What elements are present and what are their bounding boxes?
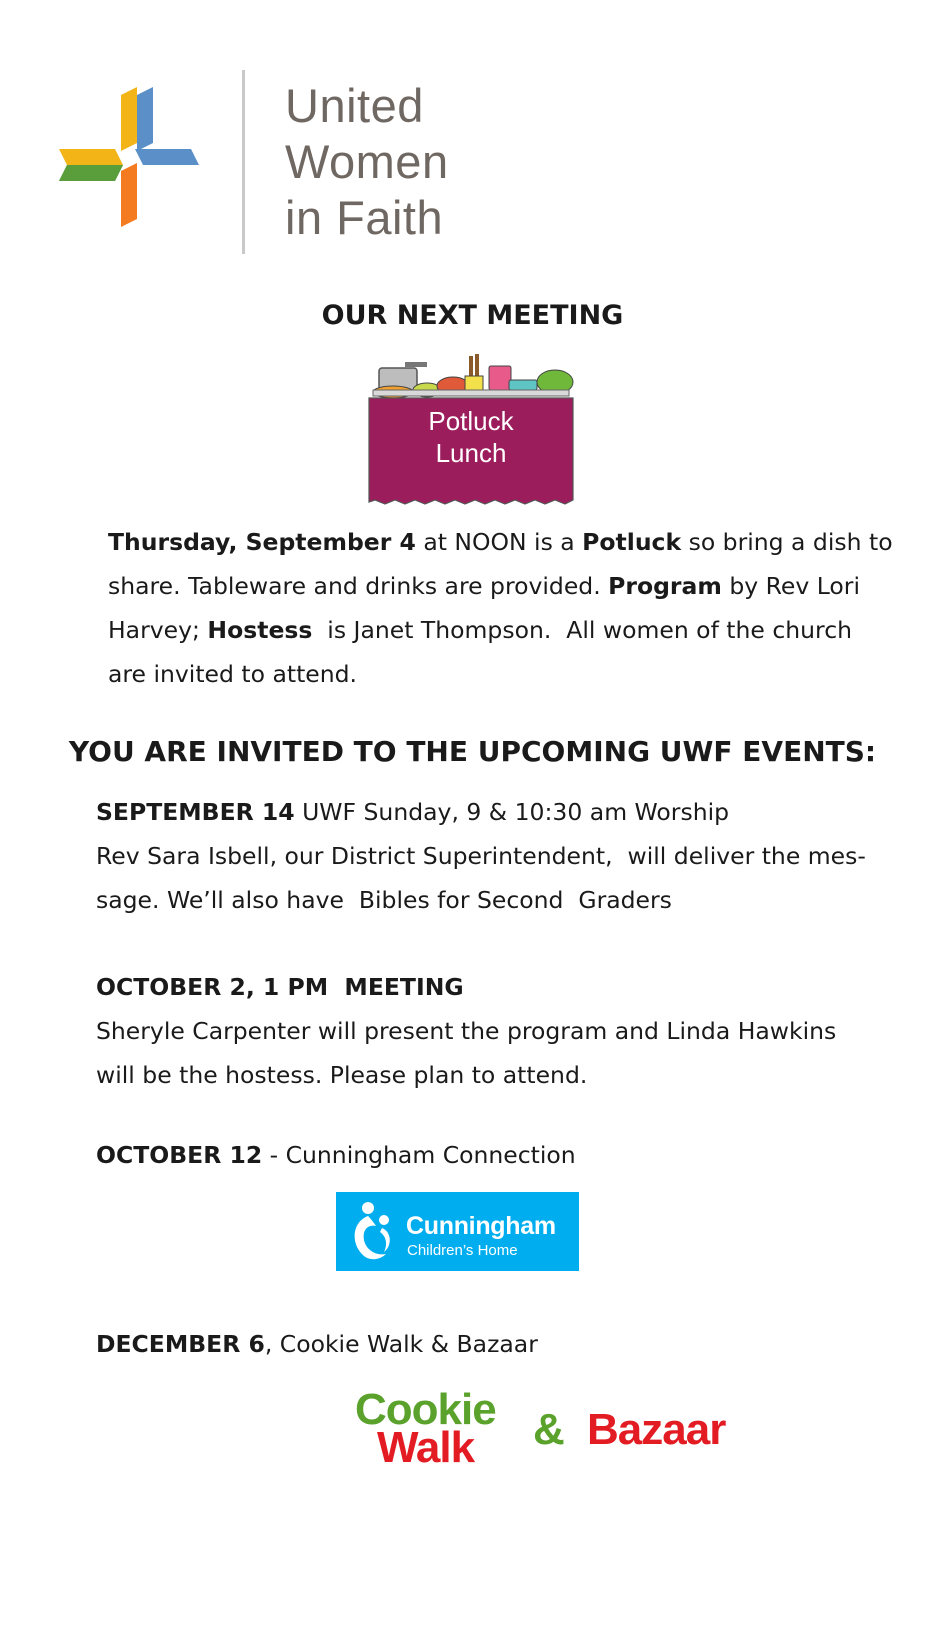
text-line <box>96 965 886 1009</box>
text-line <box>108 608 868 652</box>
uwf-logo-mark-icon <box>58 86 200 228</box>
text-run: UWF Sunday, 9 & 10:30 am Worship <box>294 798 730 826</box>
text-run: , Cookie Walk & Bazaar <box>264 1330 538 1358</box>
potluck-lunch-image <box>365 350 577 510</box>
text-line <box>96 1133 886 1177</box>
bold-run: OCTOBER 2, 1 PM MEETING <box>96 973 464 1001</box>
bold-run: Thursday, September 4 <box>108 528 416 556</box>
text-line <box>96 1009 886 1053</box>
text-line <box>96 1322 886 1366</box>
next-meeting-details <box>108 520 893 696</box>
text-line <box>108 652 868 696</box>
text-line <box>96 878 886 922</box>
bold-run: DECEMBER 6 <box>96 1330 265 1358</box>
bold-run: OCTOBER 12 <box>96 1141 263 1169</box>
logo-line: United <box>285 79 424 132</box>
cookie-word: Cookie <box>355 1385 496 1434</box>
ampersand: & <box>533 1405 565 1454</box>
next-meeting-heading: OUR NEXT MEETING <box>321 300 624 331</box>
text-line <box>96 834 886 878</box>
potluck-caption-line2: Lunch <box>435 438 507 468</box>
text-run: are invited to attend. <box>108 660 358 688</box>
uwf-logo-text <box>285 78 449 246</box>
logo-divider <box>242 70 245 254</box>
text-line <box>108 564 868 608</box>
walk-word: Walk <box>377 1423 475 1472</box>
text-run: by Rev Lori <box>721 572 860 600</box>
bazaar-word: Bazaar <box>587 1405 726 1454</box>
text-run: Rev Sara Isbell, our District Superintendent, will deliver the mes- <box>96 842 866 870</box>
text-run: - Cunningham Connection <box>262 1141 576 1169</box>
text-line <box>108 520 893 564</box>
cunningham-subtitle: Children’s Home <box>407 1242 518 1259</box>
text-run: sage. We’ll also have Bibles for Second Graders <box>96 886 672 914</box>
text-run: share. Tableware and drinks are provided. <box>108 572 609 600</box>
text-run: Harvey; <box>108 616 208 644</box>
text-run: so bring a dish to <box>681 528 893 556</box>
text-run: will be the hostess. Please plan to attend. <box>96 1061 588 1089</box>
event-december-6 <box>96 1322 886 1366</box>
logo-line: in Faith <box>285 191 444 244</box>
text-line <box>96 790 886 834</box>
text-run: Sheryle Carpenter will present the program and Linda Hawkins <box>96 1017 837 1045</box>
text-run: is Janet Thompson. All women of the church <box>312 616 853 644</box>
cunningham-childrens-home-logo <box>336 1192 579 1271</box>
logo-line: Women <box>285 135 449 188</box>
bold-run: Potluck <box>582 528 682 556</box>
cunningham-figure-icon <box>346 1200 404 1264</box>
potluck-caption-line1: Potluck <box>428 406 514 436</box>
event-october-2 <box>96 965 886 1097</box>
bold-run: SEPTEMBER 14 <box>96 798 295 826</box>
bold-run: Hostess <box>207 616 313 644</box>
text-line <box>96 1053 886 1097</box>
event-september-14 <box>96 790 886 922</box>
upcoming-events-heading: YOU ARE INVITED TO THE UPCOMING UWF EVENTS: <box>68 735 877 768</box>
cunningham-name: Cunningham <box>406 1212 556 1240</box>
text-run: at NOON is a <box>415 528 583 556</box>
bold-run: Program <box>608 572 722 600</box>
event-october-12 <box>96 1133 886 1177</box>
cookie-walk-bazaar-logo <box>355 1385 735 1475</box>
